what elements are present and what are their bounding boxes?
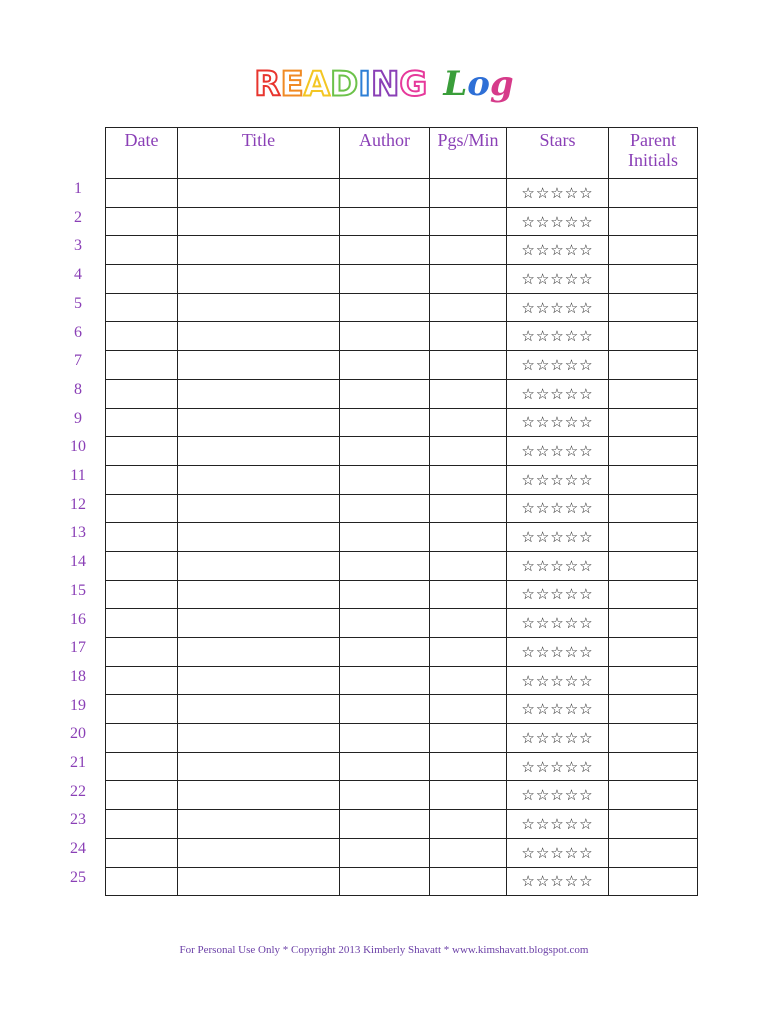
cell-date[interactable] xyxy=(106,724,178,753)
cell-pgs-min[interactable] xyxy=(430,523,507,552)
cell-pgs-min[interactable] xyxy=(430,638,507,667)
cell-title[interactable] xyxy=(178,494,340,523)
row-number: 22 xyxy=(70,782,86,800)
cell-author[interactable] xyxy=(340,666,430,695)
cell-title[interactable] xyxy=(178,781,340,810)
cell-parent-initials[interactable] xyxy=(609,638,698,667)
row-number: 15 xyxy=(70,581,86,599)
row-number: 23 xyxy=(70,811,86,829)
cell-parent-initials[interactable] xyxy=(609,207,698,236)
cell-title[interactable] xyxy=(178,810,340,839)
cell-parent-initials[interactable] xyxy=(609,523,698,552)
cell-date[interactable] xyxy=(106,236,178,265)
cell-date[interactable] xyxy=(106,265,178,294)
header-parent-initials: Parent Initials xyxy=(609,128,698,179)
cell-pgs-min[interactable] xyxy=(430,838,507,867)
cell-pgs-min[interactable] xyxy=(430,810,507,839)
cell-parent-initials[interactable] xyxy=(609,379,698,408)
cell-date[interactable] xyxy=(106,523,178,552)
title-letter: N xyxy=(370,64,400,104)
row-number: 18 xyxy=(70,667,86,685)
cell-date[interactable] xyxy=(106,207,178,236)
table-row xyxy=(106,752,698,781)
table-row xyxy=(106,523,698,552)
row-number: 25 xyxy=(70,868,86,886)
title-letter: A xyxy=(303,64,331,104)
cell-date[interactable] xyxy=(106,580,178,609)
cell-author[interactable] xyxy=(340,810,430,839)
cell-parent-initials[interactable] xyxy=(609,465,698,494)
table-row xyxy=(106,494,698,523)
cell-title[interactable] xyxy=(178,179,340,208)
row-number: 17 xyxy=(70,639,86,657)
row-number: 20 xyxy=(70,725,86,743)
title-letter: D xyxy=(330,64,359,104)
cell-title[interactable] xyxy=(178,695,340,724)
cell-date[interactable] xyxy=(106,867,178,896)
cell-pgs-min[interactable] xyxy=(430,265,507,294)
table-row xyxy=(106,609,698,638)
cell-author[interactable] xyxy=(340,437,430,466)
row-number: 21 xyxy=(70,754,86,771)
row-number: 9 xyxy=(74,409,82,427)
title-letter: R xyxy=(254,64,281,104)
cell-parent-initials[interactable] xyxy=(609,437,698,466)
cell-date[interactable] xyxy=(106,293,178,322)
cell-author[interactable] xyxy=(340,379,430,408)
cell-stars: ☆☆☆☆☆ xyxy=(507,465,609,494)
header-author: Author xyxy=(340,128,430,179)
table-row xyxy=(106,207,698,236)
cell-title[interactable] xyxy=(178,465,340,494)
cell-title[interactable] xyxy=(178,638,340,667)
cell-date[interactable] xyxy=(106,408,178,437)
cell-pgs-min[interactable] xyxy=(430,580,507,609)
cell-title[interactable] xyxy=(178,867,340,896)
row-number: 16 xyxy=(70,610,86,628)
row-number: 19 xyxy=(70,696,86,714)
cell-parent-initials[interactable] xyxy=(609,551,698,580)
table-row xyxy=(106,838,698,867)
cell-title[interactable] xyxy=(178,666,340,695)
cell-author[interactable] xyxy=(340,465,430,494)
cell-stars: ☆☆☆☆☆ xyxy=(507,207,609,236)
cell-parent-initials[interactable] xyxy=(609,179,698,208)
cell-date[interactable] xyxy=(106,609,178,638)
row-number: 10 xyxy=(70,438,86,456)
cell-stars: ☆☆☆☆☆ xyxy=(507,724,609,753)
title-word-log xyxy=(443,64,513,104)
cell-pgs-min[interactable] xyxy=(430,179,507,208)
cell-author[interactable] xyxy=(340,207,430,236)
cell-title[interactable] xyxy=(178,322,340,351)
cell-parent-initials[interactable] xyxy=(609,609,698,638)
cell-stars: ☆☆☆☆☆ xyxy=(507,408,609,437)
table-row xyxy=(106,236,698,265)
cell-pgs-min[interactable] xyxy=(430,351,507,380)
cell-parent-initials[interactable] xyxy=(609,265,698,294)
cell-pgs-min[interactable] xyxy=(430,437,507,466)
table-row xyxy=(106,293,698,322)
cell-stars: ☆☆☆☆☆ xyxy=(507,638,609,667)
table-row xyxy=(106,465,698,494)
cell-author[interactable] xyxy=(340,752,430,781)
title-word-reading xyxy=(254,64,431,104)
table-row xyxy=(106,322,698,351)
table-row xyxy=(106,408,698,437)
cell-date[interactable] xyxy=(106,781,178,810)
cell-title[interactable] xyxy=(178,265,340,294)
cell-author[interactable] xyxy=(340,867,430,896)
cell-title[interactable] xyxy=(178,437,340,466)
cell-pgs-min[interactable] xyxy=(430,609,507,638)
cell-parent-initials[interactable] xyxy=(609,293,698,322)
cell-title[interactable] xyxy=(178,724,340,753)
header-pgs-min: Pgs/Min xyxy=(430,128,507,179)
row-number: 7 xyxy=(74,352,82,370)
title-letter: G xyxy=(399,64,428,104)
header-stars: Stars xyxy=(507,128,609,179)
cell-stars: ☆☆☆☆☆ xyxy=(507,838,609,867)
table-row xyxy=(106,810,698,839)
cell-parent-initials[interactable] xyxy=(609,752,698,781)
cell-author[interactable] xyxy=(340,351,430,380)
row-number: 11 xyxy=(70,467,86,484)
cell-pgs-min[interactable] xyxy=(430,551,507,580)
cell-author[interactable] xyxy=(340,551,430,580)
cell-date[interactable] xyxy=(106,666,178,695)
cell-title[interactable] xyxy=(178,523,340,552)
cell-stars: ☆☆☆☆☆ xyxy=(507,580,609,609)
cell-date[interactable] xyxy=(106,494,178,523)
table-row xyxy=(106,379,698,408)
cell-parent-initials[interactable] xyxy=(609,494,698,523)
row-number: 6 xyxy=(74,323,82,341)
row-number: 5 xyxy=(74,294,82,312)
cell-stars: ☆☆☆☆☆ xyxy=(507,551,609,580)
header-date: Date xyxy=(106,128,178,179)
cell-author[interactable] xyxy=(340,580,430,609)
table-row xyxy=(106,437,698,466)
cell-title[interactable] xyxy=(178,838,340,867)
table-row xyxy=(106,179,698,208)
cell-pgs-min[interactable] xyxy=(430,236,507,265)
cell-parent-initials[interactable] xyxy=(609,695,698,724)
table-row xyxy=(106,551,698,580)
table-row xyxy=(106,580,698,609)
cell-parent-initials[interactable] xyxy=(609,236,698,265)
header-row xyxy=(106,128,698,179)
cell-stars: ☆☆☆☆☆ xyxy=(507,523,609,552)
row-number: 3 xyxy=(74,237,82,255)
cell-stars: ☆☆☆☆☆ xyxy=(507,867,609,896)
cell-author[interactable] xyxy=(340,494,430,523)
row-number: 13 xyxy=(70,524,86,542)
cell-parent-initials[interactable] xyxy=(609,724,698,753)
cell-date[interactable] xyxy=(106,695,178,724)
cell-stars: ☆☆☆☆☆ xyxy=(507,609,609,638)
cell-title[interactable] xyxy=(178,293,340,322)
table-row xyxy=(106,867,698,896)
cell-date[interactable] xyxy=(106,322,178,351)
cell-stars: ☆☆☆☆☆ xyxy=(507,666,609,695)
cell-author[interactable] xyxy=(340,408,430,437)
row-number: 1 xyxy=(74,180,82,197)
cell-pgs-min[interactable] xyxy=(430,867,507,896)
row-number: 2 xyxy=(74,208,82,226)
cell-title[interactable] xyxy=(178,551,340,580)
cell-parent-initials[interactable] xyxy=(609,867,698,896)
cell-date[interactable] xyxy=(106,838,178,867)
table-row xyxy=(106,724,698,753)
row-number: 24 xyxy=(70,840,86,858)
cell-parent-initials[interactable] xyxy=(609,838,698,867)
footer-copyright: For Personal Use Only * Copyright 2013 Kimberly Shavatt * www.kimshavatt.blogspot.com xyxy=(179,944,589,956)
cell-title[interactable] xyxy=(178,752,340,781)
cell-author[interactable] xyxy=(340,179,430,208)
cell-author[interactable] xyxy=(340,695,430,724)
reading-log-title xyxy=(0,64,768,108)
row-number: 8 xyxy=(74,380,82,398)
title-letter: g xyxy=(489,64,514,104)
cell-stars: ☆☆☆☆☆ xyxy=(507,781,609,810)
cell-date[interactable] xyxy=(106,638,178,667)
cell-author[interactable] xyxy=(340,638,430,667)
cell-title[interactable] xyxy=(178,609,340,638)
cell-pgs-min[interactable] xyxy=(430,322,507,351)
cell-stars: ☆☆☆☆☆ xyxy=(507,179,609,208)
title-letter: L xyxy=(443,64,468,104)
cell-stars: ☆☆☆☆☆ xyxy=(507,351,609,380)
cell-date[interactable] xyxy=(106,379,178,408)
reading-log-table xyxy=(105,127,698,896)
cell-parent-initials[interactable] xyxy=(609,351,698,380)
title-letter: o xyxy=(467,64,490,104)
cell-author[interactable] xyxy=(340,293,430,322)
cell-title[interactable] xyxy=(178,379,340,408)
cell-pgs-min[interactable] xyxy=(430,207,507,236)
table-row xyxy=(106,695,698,724)
row-number: 12 xyxy=(70,495,86,513)
cell-pgs-min[interactable] xyxy=(430,408,507,437)
cell-date[interactable] xyxy=(106,437,178,466)
cell-parent-initials[interactable] xyxy=(609,810,698,839)
cell-author[interactable] xyxy=(340,265,430,294)
title-letter: I xyxy=(358,64,371,104)
cell-date[interactable] xyxy=(106,551,178,580)
cell-author[interactable] xyxy=(340,523,430,552)
cell-pgs-min[interactable] xyxy=(430,666,507,695)
cell-parent-initials[interactable] xyxy=(609,580,698,609)
cell-author[interactable] xyxy=(340,236,430,265)
table-row xyxy=(106,351,698,380)
cell-date[interactable] xyxy=(106,465,178,494)
table-row xyxy=(106,638,698,667)
cell-title[interactable] xyxy=(178,408,340,437)
cell-author[interactable] xyxy=(340,724,430,753)
table-row xyxy=(106,781,698,810)
cell-stars: ☆☆☆☆☆ xyxy=(507,752,609,781)
cell-date[interactable] xyxy=(106,810,178,839)
title-letter: E xyxy=(280,64,304,104)
cell-stars: ☆☆☆☆☆ xyxy=(507,810,609,839)
cell-stars: ☆☆☆☆☆ xyxy=(507,695,609,724)
table-row xyxy=(106,666,698,695)
row-number: 14 xyxy=(70,553,86,571)
cell-title[interactable] xyxy=(178,236,340,265)
cell-parent-initials[interactable] xyxy=(609,408,698,437)
cell-author[interactable] xyxy=(340,838,430,867)
cell-parent-initials[interactable] xyxy=(609,322,698,351)
cell-date[interactable] xyxy=(106,351,178,380)
cell-pgs-min[interactable] xyxy=(430,752,507,781)
cell-pgs-min[interactable] xyxy=(430,781,507,810)
cell-date[interactable] xyxy=(106,752,178,781)
cell-title[interactable] xyxy=(178,580,340,609)
cell-pgs-min[interactable] xyxy=(430,695,507,724)
cell-stars: ☆☆☆☆☆ xyxy=(507,322,609,351)
cell-pgs-min[interactable] xyxy=(430,379,507,408)
cell-author[interactable] xyxy=(340,781,430,810)
cell-title[interactable] xyxy=(178,351,340,380)
cell-stars: ☆☆☆☆☆ xyxy=(507,236,609,265)
cell-pgs-min[interactable] xyxy=(430,724,507,753)
cell-stars: ☆☆☆☆☆ xyxy=(507,379,609,408)
cell-stars: ☆☆☆☆☆ xyxy=(507,293,609,322)
cell-date[interactable] xyxy=(106,179,178,208)
cell-stars: ☆☆☆☆☆ xyxy=(507,437,609,466)
cell-parent-initials[interactable] xyxy=(609,666,698,695)
cell-author[interactable] xyxy=(340,322,430,351)
cell-title[interactable] xyxy=(178,207,340,236)
cell-stars: ☆☆☆☆☆ xyxy=(507,265,609,294)
header-title: Title xyxy=(178,128,340,179)
row-number: 4 xyxy=(74,266,82,284)
table-row xyxy=(106,265,698,294)
cell-pgs-min[interactable] xyxy=(430,293,507,322)
cell-pgs-min[interactable] xyxy=(430,494,507,523)
cell-author[interactable] xyxy=(340,609,430,638)
cell-stars: ☆☆☆☆☆ xyxy=(507,494,609,523)
cell-pgs-min[interactable] xyxy=(430,465,507,494)
cell-parent-initials[interactable] xyxy=(609,781,698,810)
